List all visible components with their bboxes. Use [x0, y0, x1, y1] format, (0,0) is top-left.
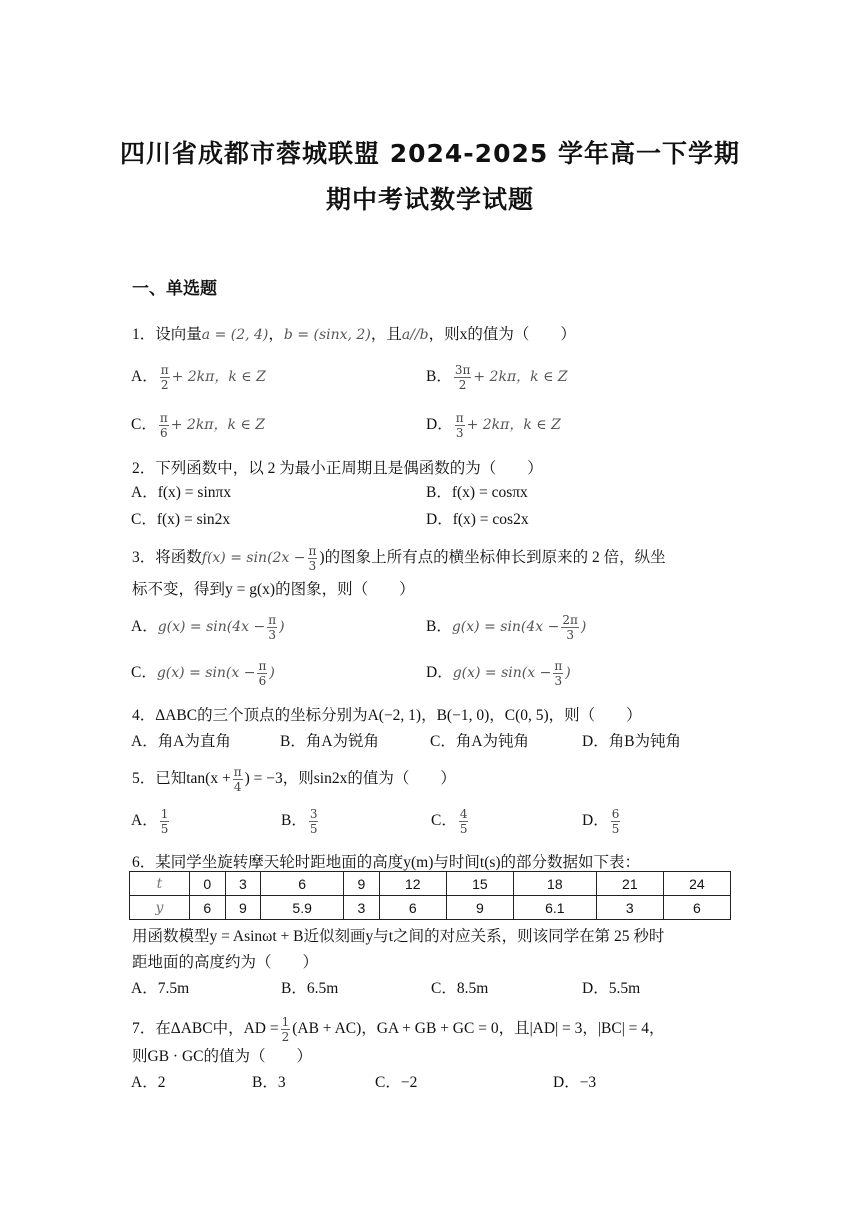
q1-d-den: 3 — [455, 426, 464, 440]
q2-option-d: D．f(x) = cos2x — [426, 511, 529, 528]
q1-a-den: 2 — [160, 378, 169, 392]
q1-a-num: π — [160, 363, 169, 377]
q3-a-num: π — [268, 613, 277, 627]
q1-d-rest: + 2kπ，k ∈ Z — [466, 417, 561, 434]
q1-a-rest: + 2kπ，k ∈ Z — [171, 369, 266, 386]
q4-option-b: B．角A为锐角 — [280, 733, 380, 750]
q4-option-a: A．角A为直角 — [131, 733, 231, 750]
q1-option-d — [426, 412, 561, 439]
q1-stem: 1．设向量a = (2, 4)，b = (sinx, 2)，且a//b，则x的值为（ ） — [132, 326, 576, 343]
table-cell: 9 — [446, 896, 513, 920]
q6-option-a: A．7.5m — [131, 980, 190, 997]
q7-half-num: 1 — [281, 1015, 290, 1029]
q5-b-label: B． — [281, 812, 307, 830]
q6-stem: 6．某同学坐旋转摩天轮时距地面的高度y(m)与时间t(s)的部分数据如下表： — [132, 854, 641, 871]
q1-option-b — [426, 364, 568, 391]
q4-option-d: D．角B为钝角 — [582, 733, 682, 750]
q1-c-den: 6 — [159, 426, 168, 440]
q3-a-pre: g(x) = sin(4x − — [157, 619, 266, 636]
q7-stem-line-1 — [132, 1016, 665, 1043]
q7-half-frac — [281, 1016, 291, 1043]
q3-b-pre: g(x) = sin(4x − — [451, 619, 560, 636]
q3-func-frac — [308, 545, 318, 572]
q7-stem-post: (AB + AC)，GA + GB + GC = 0，且|AD| = 3，|BC| = 4， — [292, 1020, 665, 1038]
q3-c-pre: g(x) = sin(x − — [156, 665, 256, 682]
q1-c-num: π — [159, 411, 168, 425]
q3-a-label: A． — [131, 618, 158, 636]
q3-a-post: ) — [279, 619, 285, 636]
q3-c-label: C． — [131, 664, 157, 682]
q3-d-frac — [553, 660, 563, 687]
q3-d-post: ) — [565, 665, 571, 682]
q5-a-den: 5 — [160, 822, 169, 836]
q5-c-frac — [459, 808, 469, 835]
q3-b-post: ) — [580, 619, 587, 636]
table-cell: 3 — [344, 896, 380, 920]
q5-den: 4 — [233, 780, 242, 794]
q3-d-label: D． — [426, 664, 453, 682]
q1-c-label: C． — [131, 416, 157, 434]
table-cell: 12 — [379, 872, 446, 896]
q6-option-c: C．8.5m — [431, 980, 489, 997]
q3-b-num: 2π — [562, 613, 578, 627]
q5-stem — [132, 766, 456, 793]
q7-option-c: C．−2 — [375, 1074, 418, 1091]
q5-b-num: 3 — [309, 807, 318, 821]
q5-stem-post: ) = −3，则sin2x的值为（ ） — [244, 770, 456, 788]
table-cell: 0 — [190, 872, 226, 896]
table-cell: 3 — [596, 896, 663, 920]
q3-a-den: 3 — [268, 628, 277, 642]
q5-num: π — [233, 765, 242, 779]
table-cell: 5.9 — [261, 896, 344, 920]
q3-c-num: π — [258, 659, 267, 673]
section-heading: 一、单选题 — [132, 279, 217, 299]
q5-d-frac — [611, 808, 621, 835]
q3-stem-pre: 3．将函数 — [132, 549, 202, 567]
q3-func-num: π — [308, 544, 317, 558]
table-cell: 6 — [261, 872, 344, 896]
q1-d-label: D． — [426, 416, 453, 434]
table-cell: 9 — [225, 896, 261, 920]
q3-d-pre: g(x) = sin(x − — [452, 665, 552, 682]
title-line-2: 期中考试数学试题 — [325, 185, 534, 214]
q6-option-d: D．5.5m — [582, 980, 641, 997]
q3-option-d — [426, 660, 571, 687]
q6-option-b: B．6.5m — [281, 980, 339, 997]
q3-stem-line-2: 标不变，得到y = g(x)的图象，则（ ） — [132, 581, 415, 598]
table-cell: 6 — [190, 896, 226, 920]
q3-stem-line-1 — [132, 545, 666, 572]
q5-d-den: 5 — [611, 822, 620, 836]
table-header-y: y — [130, 896, 190, 920]
q7-option-d: D．−3 — [553, 1074, 597, 1091]
table-header-t: t — [130, 872, 190, 896]
q6-after-line-1: 用函数模型y = Asinωt + B近似刻画y与t之间的对应关系，则该同学在第 25 秒时 — [132, 928, 665, 945]
q3-d-num: π — [554, 659, 563, 673]
q1-d-frac — [455, 412, 465, 439]
q1-b-frac — [454, 364, 472, 391]
q1-option-c — [131, 412, 265, 439]
q5-c-label: C． — [431, 812, 457, 830]
q5-d-num: 6 — [611, 807, 620, 821]
q2-option-c: C．f(x) = sin2x — [131, 511, 231, 528]
q1-d-num: π — [455, 411, 464, 425]
q3-func-den: 3 — [308, 559, 317, 573]
q7-stem-line-2: 则GB · GC的值为（ ） — [132, 1048, 312, 1065]
q2-stem: 2．下列函数中，以 2 为最小正周期且是偶函数的为（ ） — [132, 460, 543, 477]
q5-a-num: 1 — [160, 807, 169, 821]
q5-b-den: 5 — [309, 822, 318, 836]
table-cell: 6 — [379, 896, 446, 920]
table-cell: 6 — [663, 896, 730, 920]
table-cell: 24 — [663, 872, 730, 896]
q3-b-label: B． — [426, 618, 452, 636]
q3-option-b — [426, 614, 586, 641]
q3-option-c — [131, 660, 275, 687]
q1-vector-a: a = (2, 4) — [201, 327, 269, 343]
q5-option-c — [431, 808, 470, 835]
q5-d-label: D． — [582, 812, 609, 830]
q1-b-rest: + 2kπ，k ∈ Z — [473, 369, 568, 386]
table-cell: 3 — [225, 872, 261, 896]
q3-a-frac — [267, 614, 277, 641]
q1-b-den: 2 — [458, 378, 467, 392]
q3-b-frac — [561, 614, 579, 641]
q1-a-frac — [160, 364, 170, 391]
q3-func-pre: f(x) = sin(2x − — [201, 550, 306, 567]
q1-c-rest: + 2kπ，k ∈ Z — [170, 417, 265, 434]
q1-c-frac — [159, 412, 169, 439]
q3-d-den: 3 — [554, 674, 563, 688]
q1-vector-b: b = (sinx, 2) — [283, 327, 371, 343]
q4-option-c: C．角A为钝角 — [430, 733, 530, 750]
q2-option-b: B．f(x) = cosπx — [426, 484, 528, 501]
q7-option-b: B．3 — [252, 1074, 286, 1091]
q5-frac — [233, 766, 243, 793]
q1-option-a — [131, 364, 266, 391]
q2-option-a: A．f(x) = sinπx — [131, 484, 232, 501]
q1-b-label: B． — [426, 368, 452, 386]
q6-data-table — [129, 871, 731, 920]
q5-c-num: 4 — [459, 807, 468, 821]
table-cell: 9 — [344, 872, 380, 896]
table-cell: 6.1 — [513, 896, 596, 920]
title-line-1: 四川省成都市蓉城联盟 2024-2025 学年高一下学期 — [120, 139, 740, 168]
q5-a-frac — [160, 808, 170, 835]
q7-stem-pre: 7．在ΔABC中，AD = — [132, 1020, 279, 1038]
q5-a-label: A． — [131, 812, 158, 830]
table-cell: 18 — [513, 872, 596, 896]
q5-option-b — [281, 808, 320, 835]
table-cell: 21 — [596, 872, 663, 896]
q4-stem: 4．ΔABC的三个顶点的坐标分别为A(−2, 1)，B(−1, 0)，C(0, 5)，则（ ） — [132, 707, 642, 724]
q1-b-num: 3π — [454, 363, 471, 377]
q6-after-line-2: 距地面的高度约为（ ） — [132, 954, 319, 971]
table-row-t — [130, 872, 731, 896]
q5-stem-pre: 5．已知tan(x + — [132, 770, 231, 788]
q5-option-a — [131, 808, 171, 835]
q1-stem-pre: 1．设向量 — [132, 326, 202, 343]
q1-stem-mid: ，且 — [370, 326, 402, 343]
q3-c-den: 6 — [258, 674, 267, 688]
q3-c-frac — [257, 660, 267, 687]
q3-option-a — [131, 614, 285, 641]
q3-c-post: ) — [269, 665, 275, 682]
q5-c-den: 5 — [459, 822, 468, 836]
q3-b-den: 3 — [566, 628, 574, 642]
q7-option-a: A．2 — [131, 1074, 166, 1091]
table-row-y — [130, 896, 731, 920]
q1-stem-post: ，则x的值为（ ） — [428, 326, 576, 343]
q1-parallel: a//b — [401, 327, 429, 343]
table-cell: 15 — [446, 872, 513, 896]
q5-b-frac — [309, 808, 319, 835]
q1-a-label: A． — [131, 368, 158, 386]
q3-stem-post: )的图象上所有点的横坐标伸长到原来的 2 倍，纵坐 — [319, 549, 666, 567]
q7-half-den: 2 — [281, 1030, 290, 1044]
q5-option-d — [582, 808, 622, 835]
